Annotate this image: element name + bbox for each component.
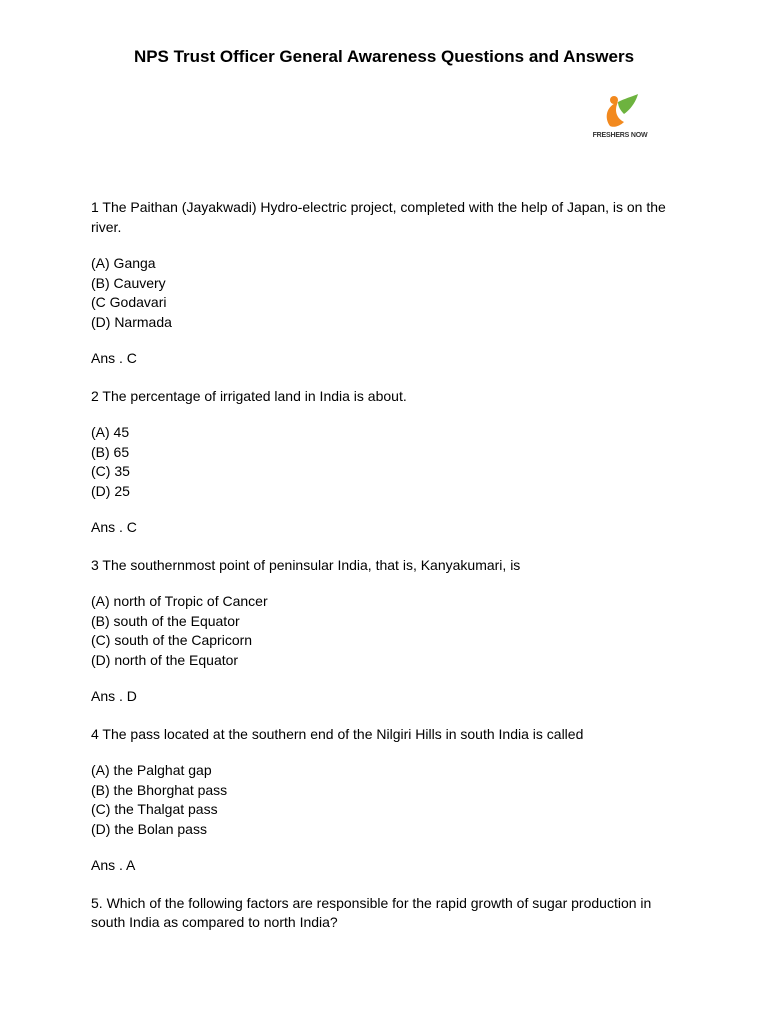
question-text: 5. Which of the following factors are responsible for the rapid growth of sugar production in south India as compared to north India? <box>91 894 652 930</box>
option-item: (D) the Bolan pass <box>91 820 207 837</box>
option-item: (A) 45 <box>91 424 130 440</box>
options-list <box>91 761 681 839</box>
answer-text: Ans . C <box>91 350 137 366</box>
answer-text: Ans . D <box>91 688 137 704</box>
logo-text: FRESHERS NOW <box>592 132 648 139</box>
freshersnow-logo <box>590 92 650 148</box>
option-item: (A) north of Tropic of Cancer <box>91 593 268 609</box>
question-text: 2 The percentage of irrigated land in India is about. <box>91 387 407 404</box>
options-list <box>91 423 681 501</box>
answer-text: Ans . C <box>91 519 137 535</box>
option-item: (C) the Thalgat pass <box>91 801 218 817</box>
option-item: (C) 35 <box>91 463 130 479</box>
question-text: 1 The Paithan (Jayakwadi) Hydro-electric project, completed with the help of Japan, is on the river. <box>91 199 666 235</box>
option-item: (B) Cauvery <box>91 274 166 291</box>
option-item: (C Godavari <box>91 294 167 310</box>
question-block <box>91 725 681 876</box>
question-block <box>91 894 681 933</box>
answer-text: Ans . A <box>91 857 136 873</box>
option-item: (B) the Bhorghat pass <box>91 781 228 798</box>
freshersnow-logo-icon <box>598 92 642 132</box>
option-item: (A) Ganga <box>91 255 156 271</box>
option-item: (A) the Palghat gap <box>91 762 212 778</box>
option-item: (B) south of the Equator <box>91 612 240 629</box>
question-block <box>91 556 681 707</box>
option-item: (D) 25 <box>91 482 130 499</box>
options-list <box>91 254 681 332</box>
options-list <box>91 592 681 670</box>
question-text: 4 The pass located at the southern end of the Nilgiri Hills in south India is called <box>91 725 584 742</box>
document-title: NPS Trust Officer General Awareness Questions and Answers <box>133 47 635 66</box>
option-item: (D) Narmada <box>91 313 172 330</box>
question-block <box>91 387 681 538</box>
question-block <box>91 198 681 369</box>
option-item: (B) 65 <box>91 443 130 460</box>
questions-list <box>91 198 681 933</box>
question-text: 3 The southernmost point of peninsular India, that is, Kanyakumari, is <box>91 556 521 573</box>
option-item: (D) north of the Equator <box>91 651 239 668</box>
option-item: (C) south of the Capricorn <box>91 632 253 648</box>
